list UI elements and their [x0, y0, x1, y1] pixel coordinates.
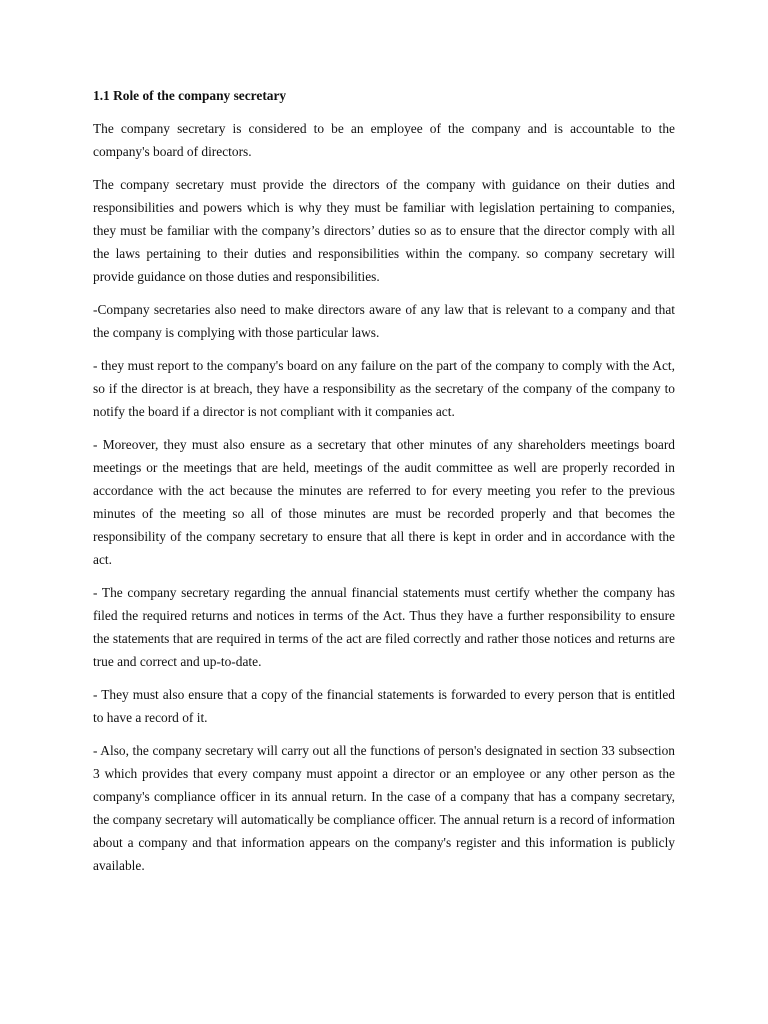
paragraph-2: The company secretary must provide the directors of the company with guidance on their duties and responsibilities and powers which is why they must be familiar with legislation pertaining to companies, they must be familiar with the company’s directors’ duties so as to ensure that the director comply with all the laws pertaining to their duties and responsibilities within the company. so company secretary will provide guidance on those duties and responsibilities. [93, 177, 675, 284]
paragraph-6: - The company secretary regarding the annual financial statements must certify whether the company has filed the required returns and notices in terms of the Act. Thus they have a further responsibility to ensure the statements that are required in terms of the act are filed correctly and rather those notices and returns are true and correct and up-to-date. [93, 585, 675, 669]
paragraph-8: - Also, the company secretary will carry out all the functions of person's designated in section 33 subsection 3 which provides that every company must appoint a director or an employee or any other person as the company's compliance officer in its annual return. In the case of a company that has a company secretary, the company secretary will automatically be compliance officer. The annual return is a record of information about a company and that information appears on the company's register and this information is publicly available. [93, 743, 675, 873]
paragraph-4: - they must report to the company's board on any failure on the part of the company to comply with the Act, so if the director is at breach, they have a responsibility as the secretary of the company of the company to notify the board if a director is not compliant with it companies act. [93, 358, 675, 419]
section-heading: 1.1 Role of the company secretary [93, 88, 287, 103]
paragraph-3: -Company secretaries also need to make directors aware of any law that is relevant to a company and that the company is complying with those particular laws. [93, 302, 675, 340]
paragraph-7: - They must also ensure that a copy of the financial statements is forwarded to every person that is entitled to have a record of it. [93, 687, 675, 725]
paragraph-5: - Moreover, they must also ensure as a secretary that other minutes of any shareholders meetings board meetings or the meetings that are held, meetings of the audit committee as well are properly recorded in accordance with the act because the minutes are referred to for every meeting you refer to the previous minutes of the meeting so all of those minutes are must be recorded properly and that becomes the responsibility of the company secretary to ensure that all there is kept in order and in accordance with the act. [93, 437, 675, 567]
paragraph-1: The company secretary is considered to be an employee of the company and is accountable to the company's board of directors. [93, 121, 675, 159]
document-page [93, 84, 675, 887]
